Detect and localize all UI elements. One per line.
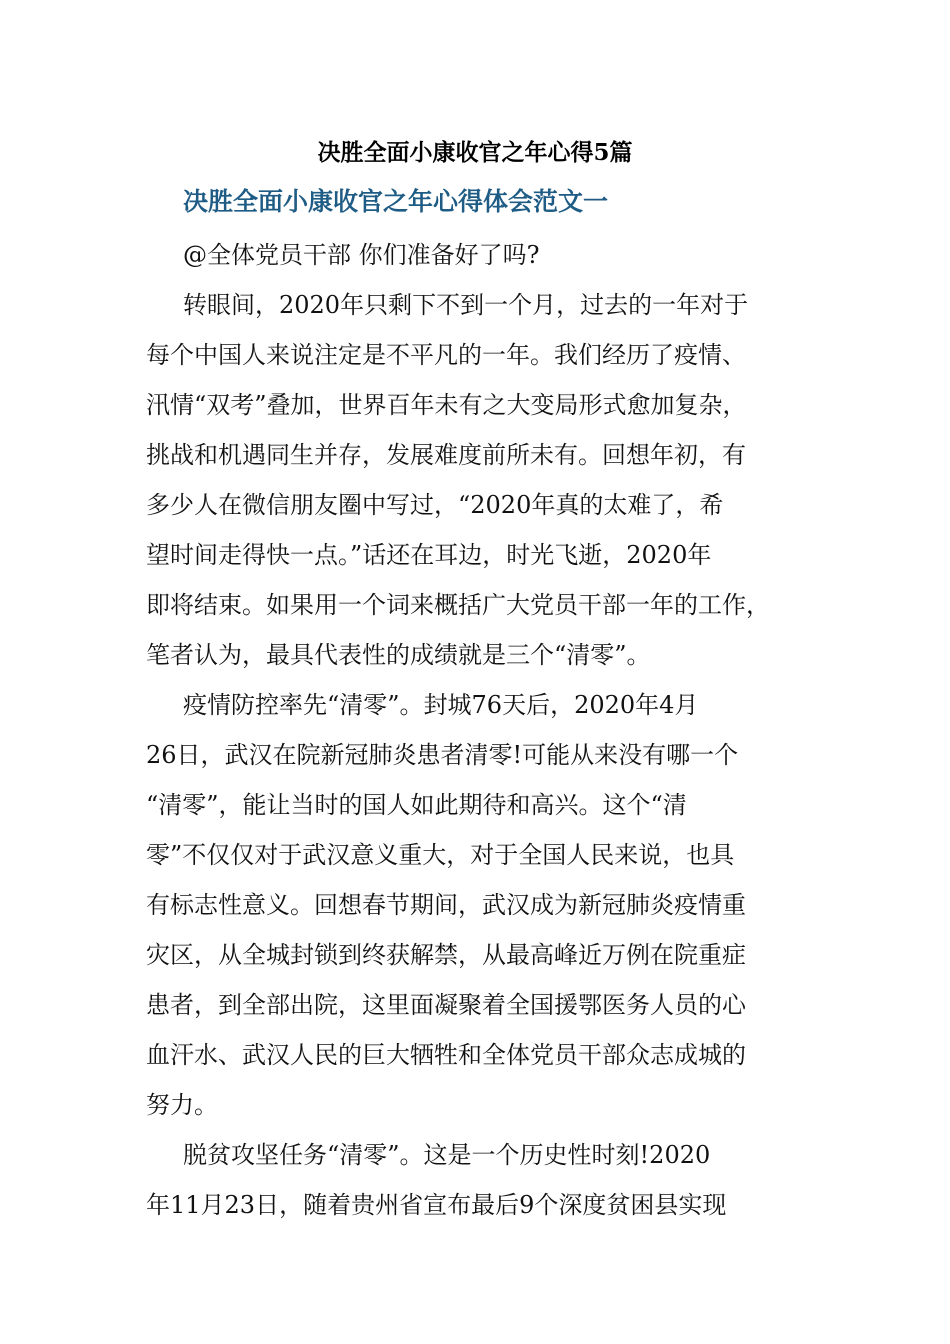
body-line: 多少人在微信朋友圈中写过，“2020年真的太难了，希: [146, 491, 724, 519]
body-line: 即将结束。如果用一个词来概括广大党员干部一年的工作，: [146, 591, 770, 619]
body-line: 患者，到全部出院，这里面凝聚着全国援鄂医务人员的心: [146, 991, 746, 1019]
body-line: 年11月23日，随着贵州省宣布最后9个深度贫困县实现: [146, 1191, 727, 1219]
body-line: 脱贫攻坚任务“清零”。这是一个历史性时刻!2020: [183, 1141, 711, 1169]
section-heading: 决胜全面小康收官之年心得体会范文一: [183, 187, 609, 216]
body-line: 零”不仅仅对于武汉意义重大，对于全国人民来说，也具: [146, 841, 735, 869]
body-line: 笔者认为，最具代表性的成绩就是三个“清零”。: [146, 641, 651, 669]
body-line: “清零”，能让当时的国人如此期待和高兴。这个“清: [146, 791, 687, 819]
body-line: 血汗水、武汉人民的巨大牺牲和全体党员干部众志成城的: [146, 1041, 746, 1069]
body-line: 转眼间，2020年只剩下不到一个月，过去的一年对于: [183, 291, 749, 319]
body-line: 灾区，从全城封锁到终获解禁，从最高峰近万例在院重症: [146, 941, 746, 969]
body-line: 努力。: [146, 1091, 218, 1119]
body-line: 有标志性意义。回想春节期间，武汉成为新冠肺炎疫情重: [146, 891, 746, 919]
body-line: 汛情“双考”叠加，世界百年未有之大变局形式愈加复杂，: [146, 391, 747, 419]
body-line: @全体党员干部 你们准备好了吗?: [183, 241, 540, 269]
body-line: 26日，武汉在院新冠肺炎患者清零!可能从来没有哪一个: [146, 741, 739, 769]
body-line: 挑战和机遇同生并存，发展难度前所未有。回想年初，有: [146, 441, 746, 469]
document-title: 决胜全面小康收官之年心得5篇: [317, 139, 633, 166]
body-line: 望时间走得快一点。”话还在耳边，时光飞逝，2020年: [146, 541, 712, 569]
body-text: [146, 230, 816, 1230]
body-line: 疫情防控率先“清零”。封城76天后，2020年4月: [183, 691, 699, 719]
body-line: 每个中国人来说注定是不平凡的一年。我们经历了疫情、: [146, 341, 746, 369]
